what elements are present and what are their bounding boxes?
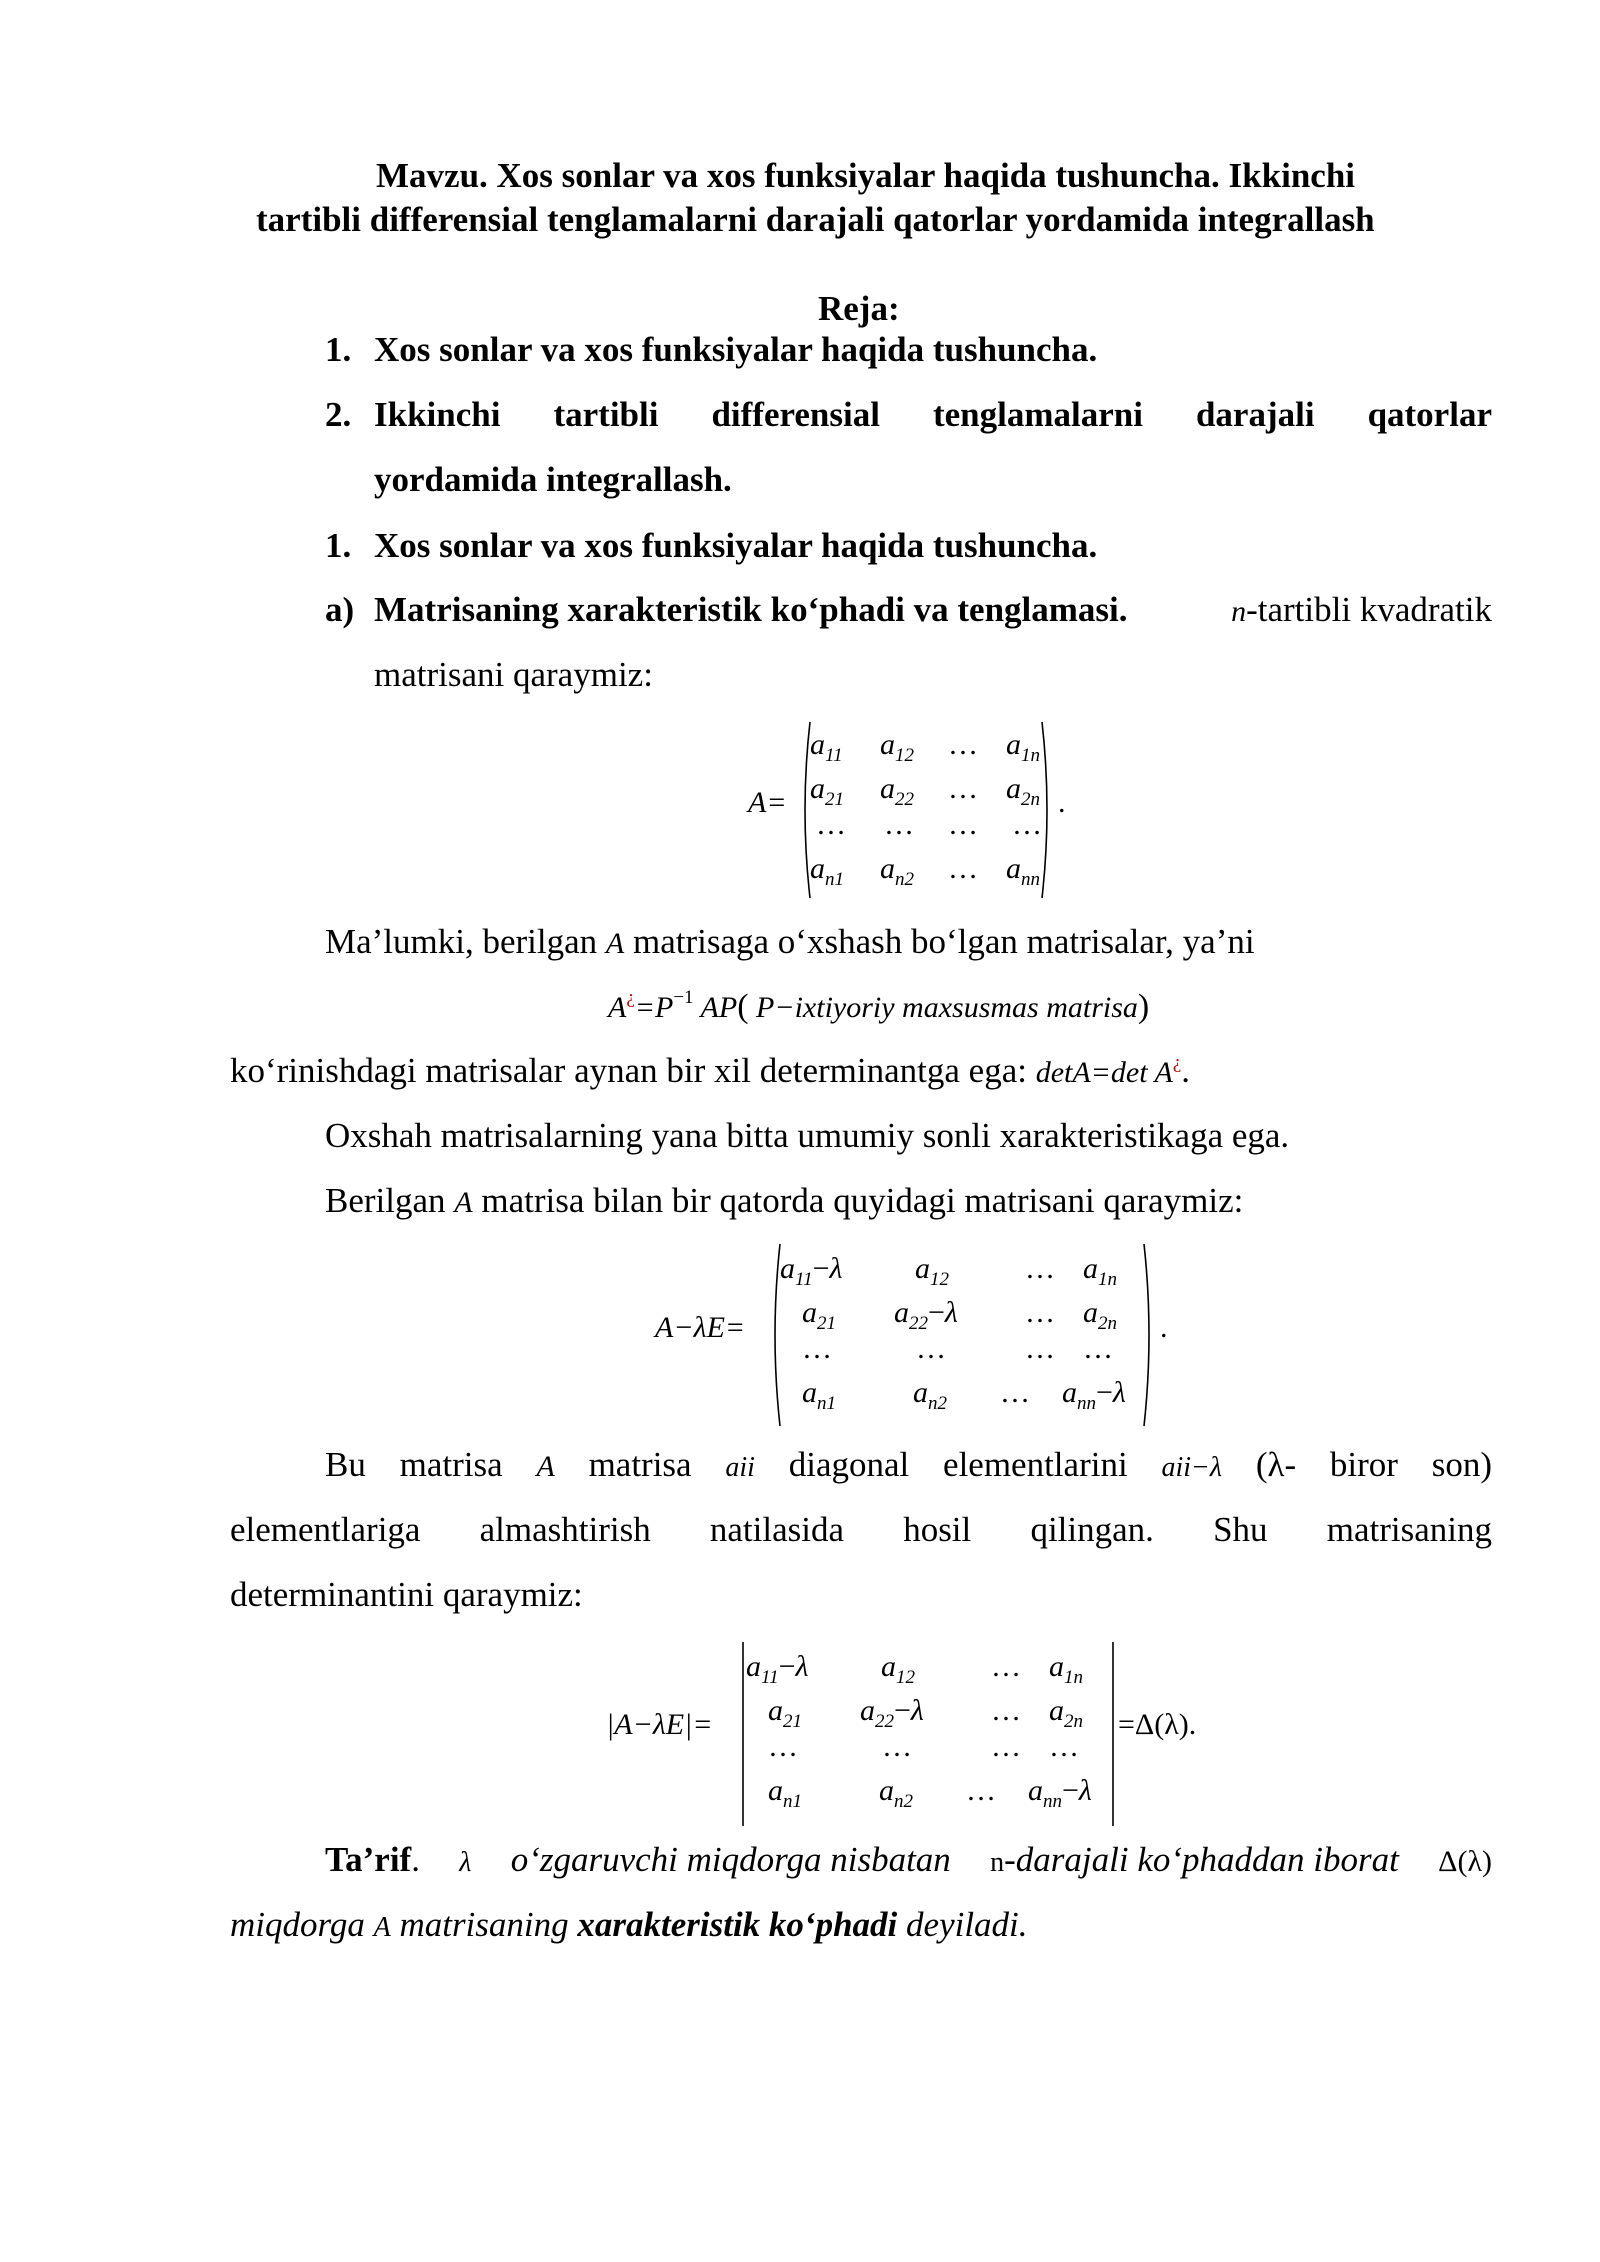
definition-line2: miqdorga A matrisaning xarakteristik ko‘phadi deyiladi. [230, 1905, 1028, 1944]
matrix-cell: … [916, 1332, 946, 1365]
matrix-cell: $a_{nn}$ [1006, 852, 1040, 890]
matrix-cell: $a_{nn}-\lambda$ [1062, 1376, 1126, 1414]
matrix-cell: … [948, 728, 978, 761]
paragraph-diagonal-line1: Bu matrisa A matrisa aii diagonal elementlarini aii−λ (λ- biror son) [325, 1445, 1492, 1484]
plan-item-1-text: Xos sonlar va xos funksiyalar haqida tushuncha. [374, 330, 1098, 369]
section-1-title: Xos sonlar va xos funksiyalar haqida tushuncha. [374, 526, 1098, 565]
matrix-cell: … [1000, 1376, 1030, 1409]
matrix-cell: $a_{nn}-\lambda$ [1028, 1774, 1092, 1812]
matrix-cell: $a_{n1}$ [810, 852, 844, 890]
plan-item-1-number: 1. [325, 330, 352, 369]
matrix-AlE-right-paren [1142, 1242, 1156, 1428]
similarity-formula: $A^¿=P^{-1}$ AP( P−ixtiyoriy maxsusmas matrisa) [608, 987, 1150, 1025]
topic-title-line1: Mavzu. Xos sonlar va xos funksiyalar haqida tushuncha. Ikkinchi [376, 156, 1356, 195]
word: darajali [1195, 395, 1315, 434]
matrix-cell: … [1025, 1332, 1055, 1365]
matrix-cell: … [991, 1650, 1021, 1683]
definition-term: xarakteristik ko‘phadi [577, 1905, 898, 1944]
matrix-cell: $a_{2n}$ [1083, 1296, 1117, 1334]
word: tartibli [553, 395, 659, 434]
determinant-lhs: |A−λE|= [606, 1708, 713, 1741]
matrix-cell: $a_{n2}$ [880, 852, 914, 890]
matrix-cell: $a_{n1}$ [768, 1774, 802, 1812]
subsection-a-bold-title: Matrisaning xarakteristik ko‘phadi va tenglamasi. [374, 590, 1128, 629]
definition-label: Ta’rif. [325, 1840, 420, 1879]
matrix-cell: $a_{12}$ [881, 1650, 915, 1688]
matrix-cell: $a_{2n}$ [1049, 1694, 1083, 1732]
matrix-cell: $a_{11}-\lambda$ [746, 1650, 809, 1688]
matrix-cell: … [1025, 1252, 1055, 1285]
matrix-cell: $a_{n1}$ [802, 1376, 836, 1414]
subsection-a-label: a) [325, 590, 355, 629]
matrix-cell: … [948, 772, 978, 805]
paragraph-numeric-characteristic: Oxshah matrisalarning yana bitta umumiy sonli xarakteristikaga ega. [325, 1116, 1290, 1155]
matrix-A-right-paren [1040, 720, 1054, 900]
matrix-cell: … [991, 1730, 1021, 1763]
word: differensial [711, 395, 880, 434]
matrix-cell: … [816, 808, 846, 841]
matrix-cell: … [882, 1730, 912, 1763]
determinant-right-bar [1110, 1640, 1116, 1828]
matrix-cell: $a_{1n}$ [1083, 1252, 1117, 1290]
determinant-rhs: =Δ(λ). [1118, 1708, 1197, 1741]
matrix-cell: $a_{22}-\lambda$ [860, 1694, 924, 1732]
matrix-A-period: . [1058, 786, 1066, 819]
matrix-A-lhs: A= [748, 786, 787, 819]
matrix-cell: $a_{12}$ [880, 728, 914, 766]
matrix-cell: … [948, 808, 978, 841]
matrix-cell: $a_{21}$ [768, 1694, 802, 1732]
matrix-cell: $a_{1n}$ [1006, 728, 1040, 766]
plan-item-2-line1 [374, 395, 1492, 435]
matrix-cell: … [991, 1694, 1021, 1727]
plan-item-2-line2: yordamida integrallash. [374, 460, 732, 499]
paragraph-similar-matrices: Ma’lumki, berilgan A matrisaga o‘xshash bo‘lgan matrisalar, ya’ni [325, 922, 1255, 961]
matrix-cell: $a_{11}$ [810, 728, 843, 766]
plan-item-2-number: 2. [325, 395, 352, 434]
matrix-cell: $a_{22}$ [880, 772, 914, 810]
subsection-a-rest: n-tartibli kvadratik [1231, 590, 1492, 629]
matrix-cell: $a_{n2}$ [879, 1774, 913, 1812]
paragraph-consider-matrix: Berilgan A matrisa bilan bir qatorda quyidagi matrisani qaraymiz: [325, 1181, 1244, 1220]
matrix-cell: $a_{12}$ [915, 1252, 949, 1290]
matrix-cell: … [802, 1332, 832, 1365]
plan-heading: Reja: [818, 289, 900, 328]
matrix-cell: $a_{1n}$ [1049, 1650, 1083, 1688]
matrix-cell: … [1025, 1296, 1055, 1329]
word: Ikkinchi [374, 395, 501, 434]
subsection-a-line1 [374, 590, 1492, 630]
definition-line1: Ta’rif. λ o‘zgaruvchi miqdorga nisbatan n-darajali ko‘phaddan iborat Δ(λ) [325, 1840, 1492, 1879]
matrix-cell: … [884, 808, 914, 841]
paragraph-diagonal-line2: elementlariga almashtirish natilasida hosil qilingan. Shu matrisaning [230, 1510, 1492, 1549]
section-1-number: 1. [325, 526, 352, 565]
paragraph-same-determinant: ko‘rinishdagi matrisalar aynan bir xil determinantga ega: detA=det A¿. [230, 1051, 1191, 1090]
matrix-cell: … [948, 852, 978, 885]
word: qatorlar [1367, 395, 1492, 434]
matrix-A-lambda-E-lhs: A−λE= [655, 1311, 746, 1344]
matrix-cell: $a_{2n}$ [1006, 772, 1040, 810]
matrix-cell: … [1012, 808, 1042, 841]
matrix-cell: $a_{n2}$ [913, 1376, 947, 1414]
word: tenglamalarni [932, 395, 1143, 434]
subsection-a-line2: matrisani qaraymiz: [374, 655, 653, 694]
matrix-cell: … [768, 1730, 798, 1763]
matrix-cell: … [966, 1774, 996, 1807]
matrix-cell: … [1083, 1332, 1113, 1365]
matrix-cell: $a_{22}-\lambda$ [894, 1296, 958, 1334]
matrix-cell: $a_{21}$ [802, 1296, 836, 1334]
matrix-cell: $a_{11}-\lambda$ [780, 1252, 843, 1290]
matrix-cell: … [1049, 1730, 1079, 1763]
topic-title-line2: tartibli differensial tenglamalarni darajali qatorlar yordamida integrallash [256, 200, 1375, 239]
paragraph-diagonal-line3: determinantini qaraymiz: [230, 1575, 583, 1614]
matrix-AlE-period: . [1160, 1311, 1168, 1344]
matrix-cell: $a_{21}$ [810, 772, 844, 810]
